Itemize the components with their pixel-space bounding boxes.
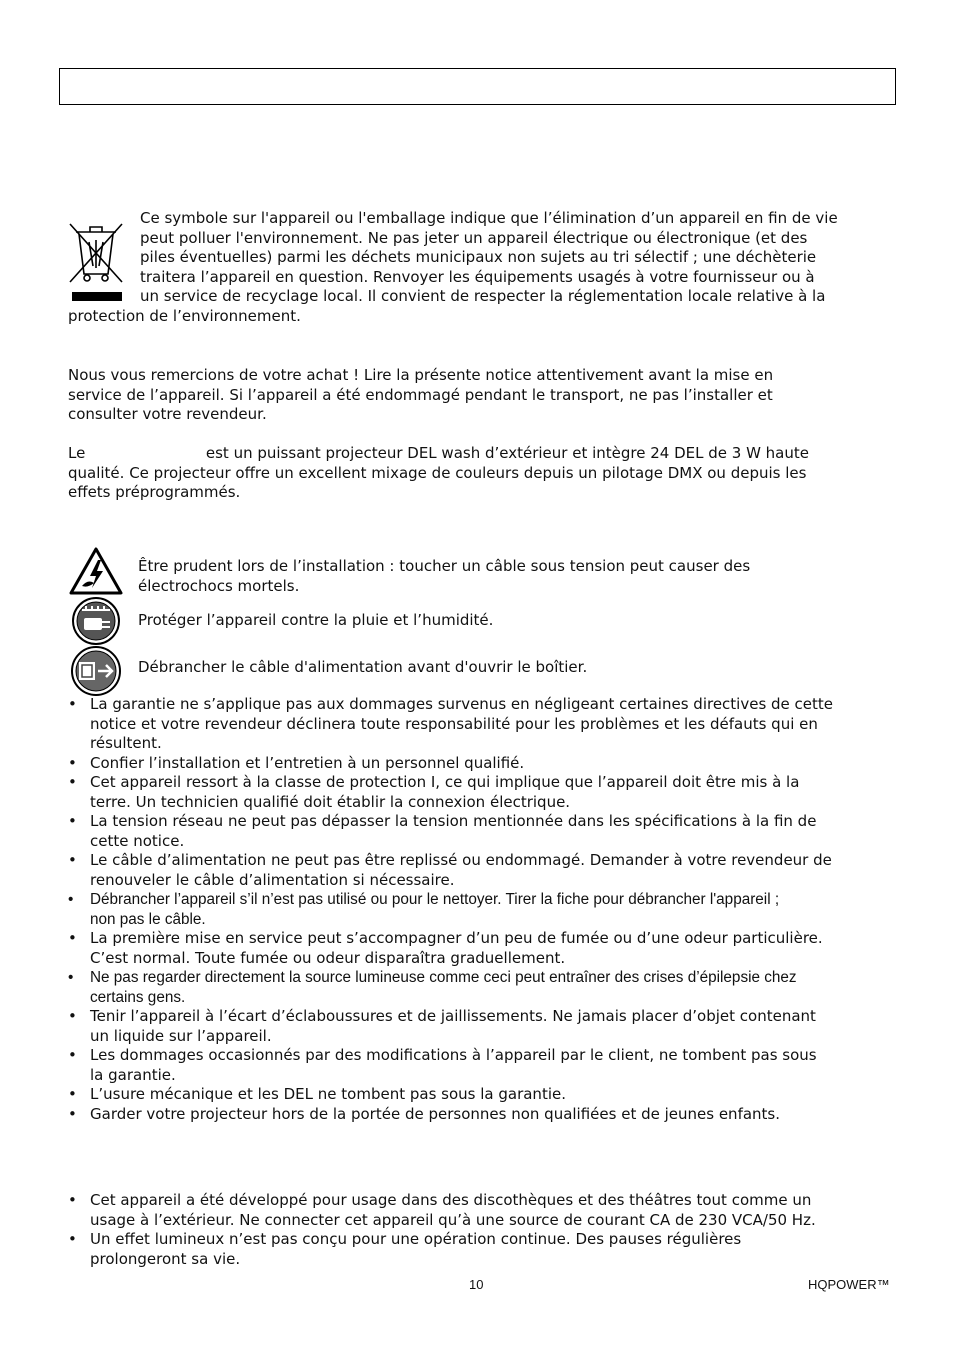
text-line: certains gens. — [90, 988, 186, 1006]
text-line: qualité. Ce projecteur offre un excellent mixage de couleurs depuis un pilotage DMX ou depuis les — [68, 463, 807, 482]
page-number: 10 — [469, 1277, 484, 1292]
rain-warning-text — [138, 610, 493, 630]
list-item — [68, 929, 898, 968]
product-paragraph — [68, 444, 888, 503]
text-line: résultent. — [90, 734, 162, 752]
list-item — [68, 1085, 898, 1105]
text-line: notice et votre revendeur déclinera toute responsabilité pour les problèmes et les défauts qui en — [90, 714, 818, 733]
text-line: • Cet appareil ressort à la classe de protection I, ce qui implique que l’appareil doit être mis à la — [90, 773, 800, 791]
list-item — [68, 773, 898, 812]
text-line: prolongeront sa vie. — [90, 1249, 241, 1268]
text-line: Nous vous remercions de votre achat ! Lire la présente notice attentivement avant la mise en — [68, 366, 774, 384]
shock-warning-text — [138, 556, 750, 596]
unplug-before-opening-icon — [68, 645, 124, 697]
text-line: renouveler le câble d’alimentation si nécessaire. — [90, 870, 455, 889]
list-item — [68, 695, 898, 754]
text-line: • Débrancher l’appareil s’il n’est pas utilisé ou pour le nettoyer. Tirer la fiche pour débrancher l'appareil ; — [90, 891, 780, 908]
list-item — [68, 1105, 898, 1125]
text-line: Être prudent lors de l’installation : toucher un câble sous tension peut causer des — [138, 557, 751, 575]
text-line: • Un effet lumineux n’est pas conçu pour une opération continue. Des pauses régulières — [90, 1230, 742, 1248]
text-line: un service de recyclage local. Il convient de respecter la réglementation locale relative à la — [140, 287, 826, 305]
list-item — [68, 754, 898, 774]
text-line: terre. Un technicien qualifié doit établir la connexion électrique. — [90, 792, 571, 811]
rain-protection-icon — [68, 596, 124, 646]
disposal-paragraph — [68, 209, 888, 326]
text-line: • Tenir l’appareil à l’écart d’éclaboussures et de jaillissements. Ne jamais placer d’objet contenant — [90, 1007, 816, 1025]
text-line: • Confier l’installation et l’entretien à un personnel qualifié. — [90, 753, 525, 772]
safety-bullet-list — [68, 695, 898, 1124]
section-title-box — [59, 68, 896, 105]
text-line: • Garder votre projecteur hors de la portée de personnes non qualifiées et de jeunes enfants. — [90, 1104, 781, 1123]
text-line: • Cet appareil a été développé pour usage dans des discothèques et des théâtres tout comme un — [90, 1191, 812, 1209]
list-item — [68, 1230, 898, 1269]
text-line: un liquide sur l’appareil. — [90, 1026, 272, 1045]
text-line: Débrancher le câble d'alimentation avant d'ouvrir le boîtier. — [138, 658, 588, 676]
text-line: • Ne pas regarder directement la source lumineuse comme ceci peut entraîner des crises d’épilepsie chez — [90, 969, 797, 986]
text-line: piles éventuelles) parmi les déchets municipaux non sujets au tri sélectif ; une déchèterie — [140, 248, 817, 266]
text-line: non pas le câble. — [90, 910, 206, 928]
list-item — [68, 890, 898, 929]
text-line: Le — [68, 444, 86, 462]
text-line: électrochocs mortels. — [138, 577, 300, 595]
list-item — [68, 1191, 898, 1230]
text-line: • La première mise en service peut s’accompagner d’un peu de fumée ou d’une odeur particulière. — [90, 929, 823, 947]
text-line: est un puissant projecteur DEL wash d’extérieur et intègre 24 DEL de 3 W haute — [205, 444, 809, 462]
text-line: • L’usure mécanique et les DEL ne tombent pas sous la garantie. — [90, 1085, 566, 1103]
usage-bullet-list — [68, 1191, 898, 1269]
text-line: • La tension réseau ne peut pas dépasser la tension mentionnée dans les spécifications à la fin de — [90, 812, 817, 830]
text-line: • Le câble d’alimentation ne peut pas être replissé ou endommagé. Demander à votre revendeur de — [90, 851, 832, 869]
text-line: Ce symbole sur l'appareil ou l'emballage indique que l’élimination d’un appareil en fin de vie — [140, 209, 838, 227]
text-line: traitera l’appareil en question. Renvoyer les équipements usagés à votre fournisseur ou à — [140, 267, 815, 286]
unplug-warning-text — [138, 657, 587, 677]
list-item — [68, 1007, 898, 1046]
list-item — [68, 1046, 898, 1085]
text-line: C’est normal. Toute fumée ou odeur disparaîtra graduellement. — [90, 948, 566, 967]
text-line: effets préprogrammés. — [68, 483, 241, 501]
text-line: service de l’appareil. Si l’appareil a été endommagé pendant le transport, ne pas l’installer et — [68, 385, 773, 404]
text-line: usage à l’extérieur. Ne connecter cet appareil qu’à une source de courant CA de 230 VCA/50 Hz. — [90, 1210, 816, 1229]
electric-shock-warning-icon — [68, 546, 124, 596]
text-line: • Les dommages occasionnés par des modifications à l’appareil par le client, ne tombent pas sous — [90, 1046, 817, 1064]
text-line: Protéger l’appareil contre la pluie et l’humidité. — [138, 611, 494, 629]
text-line: consulter votre revendeur. — [68, 405, 267, 423]
text-line: la garantie. — [90, 1065, 176, 1084]
text-line: • La garantie ne s’applique pas aux dommages survenus en négligeant certaines directives de cette — [90, 695, 834, 713]
intro-paragraph — [68, 366, 888, 425]
text-line: cette notice. — [90, 831, 185, 850]
list-item — [68, 812, 898, 851]
list-item — [68, 851, 898, 890]
footer-brand: HQPOWER™ — [808, 1277, 890, 1292]
list-item — [68, 968, 898, 1007]
text-line: protection de l’environnement. — [68, 306, 301, 325]
text-line: peut polluer l'environnement. Ne pas jeter un appareil électrique ou électronique (et des — [140, 228, 808, 247]
